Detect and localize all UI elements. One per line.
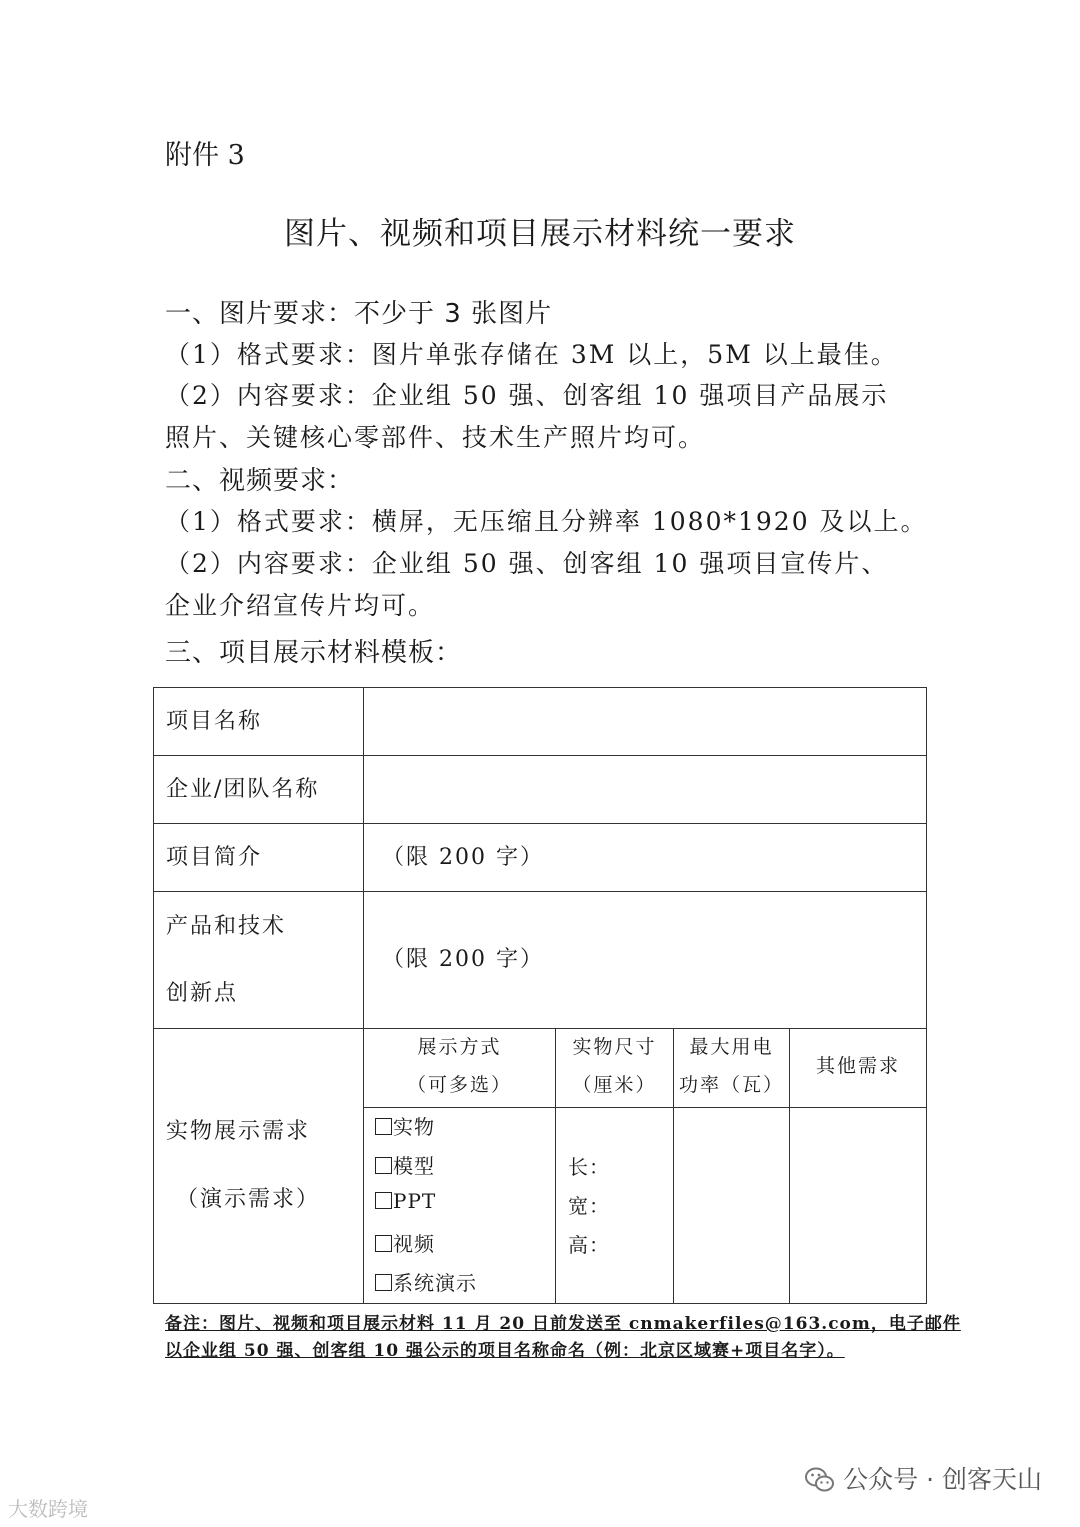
- option-label: 实物: [393, 1115, 435, 1139]
- size-width: 宽：: [568, 1194, 610, 1218]
- note-line1: 备注：图片、视频和项目展示材料 11 月 20 日前发送至 cnmakerfiles@163.com，电子邮件: [165, 1314, 961, 1334]
- table-rule: [154, 891, 926, 892]
- section3-heading: 三、项目展示材料模板：: [165, 638, 463, 668]
- col-power-line2: 功率（瓦）: [678, 1074, 784, 1096]
- table-rule: [154, 1028, 926, 1029]
- display-label-line2: （演示需求）: [176, 1187, 321, 1212]
- watermark-source: 大数跨境: [8, 1497, 88, 1521]
- section1-item2-line1: （2）内容要求：企业组 50 强、创客组 10 强项目产品展示: [165, 381, 889, 410]
- innovation-field[interactable]: （限 200 字）: [382, 947, 544, 972]
- intro-label: 项目简介: [166, 845, 263, 870]
- section2-item2-line2: 企业介绍宣传片均可。: [165, 591, 436, 620]
- option-physical[interactable]: [375, 1111, 435, 1140]
- option-ppt[interactable]: [375, 1189, 436, 1213]
- project-name-label: 项目名称: [166, 709, 263, 734]
- option-label: 视频: [393, 1232, 435, 1256]
- innovation-label-line2: 创新点: [166, 981, 239, 1006]
- attachment-label: 附件 3: [165, 140, 245, 171]
- team-name-field[interactable]: [376, 768, 921, 814]
- table-rule: [154, 823, 926, 824]
- section1-item2-line2: 照片、关键核心零部件、技术生产照片均可。: [165, 423, 706, 452]
- table-rule: [154, 755, 926, 756]
- size-height: 高：: [568, 1233, 610, 1257]
- checkbox-icon[interactable]: [375, 1274, 392, 1291]
- checkbox-icon[interactable]: [375, 1118, 392, 1135]
- checkbox-icon[interactable]: [375, 1235, 392, 1252]
- template-table: [153, 687, 927, 1304]
- option-video[interactable]: [375, 1228, 435, 1257]
- option-label: 系统演示: [393, 1271, 477, 1295]
- col-other: 其他需求: [815, 1055, 900, 1077]
- option-label: PPT: [393, 1189, 437, 1213]
- section1-item1: （1）格式要求：图片单张存储在 3M 以上，5M 以上最佳。: [165, 340, 898, 369]
- size-length: 长：: [568, 1155, 610, 1179]
- project-name-field[interactable]: [376, 700, 921, 746]
- table-rule: [364, 1107, 926, 1108]
- col-size-line1: 实物尺寸: [572, 1036, 657, 1058]
- checkbox-icon[interactable]: [375, 1192, 392, 1209]
- innovation-label-line1: 产品和技术: [166, 914, 287, 939]
- watermark-account-label: 公众号 · 创客天山: [843, 1465, 1042, 1494]
- col-size-line2: （厘米）: [572, 1074, 657, 1096]
- table-rule: [363, 688, 364, 1303]
- col-power-line1: 最大用电: [689, 1036, 774, 1058]
- intro-field[interactable]: （限 200 字）: [382, 845, 544, 870]
- team-name-label: 企业/团队名称: [166, 777, 320, 802]
- section2-item2-line1: （2）内容要求：企业组 50 强、创客组 10 强项目宣传片、: [165, 549, 889, 578]
- checkbox-icon[interactable]: [375, 1157, 392, 1174]
- col-method-line1: 展示方式: [417, 1036, 502, 1058]
- option-model[interactable]: [375, 1150, 435, 1179]
- note-line2: 以企业组 50 强、创客组 10 强公示的项目名称命名（例：北京区域赛+项目名字）。: [165, 1341, 845, 1361]
- page-title: 图片、视频和项目展示材料统一要求: [284, 216, 796, 252]
- watermark-account: [805, 1460, 1042, 1496]
- section2-item1: （1）格式要求：横屏，无压缩且分辨率 1080*1920 及以上。: [165, 507, 928, 536]
- section2-heading: 二、视频要求：: [165, 466, 355, 496]
- col-method-line2: （可多选）: [406, 1074, 512, 1096]
- option-label: 模型: [393, 1154, 435, 1178]
- wechat-icon: [805, 1467, 835, 1493]
- option-system-demo[interactable]: [375, 1267, 477, 1296]
- section1-heading: 一、图片要求：不少于 3 张图片: [165, 299, 553, 329]
- display-label-line1: 实物展示需求: [166, 1119, 311, 1144]
